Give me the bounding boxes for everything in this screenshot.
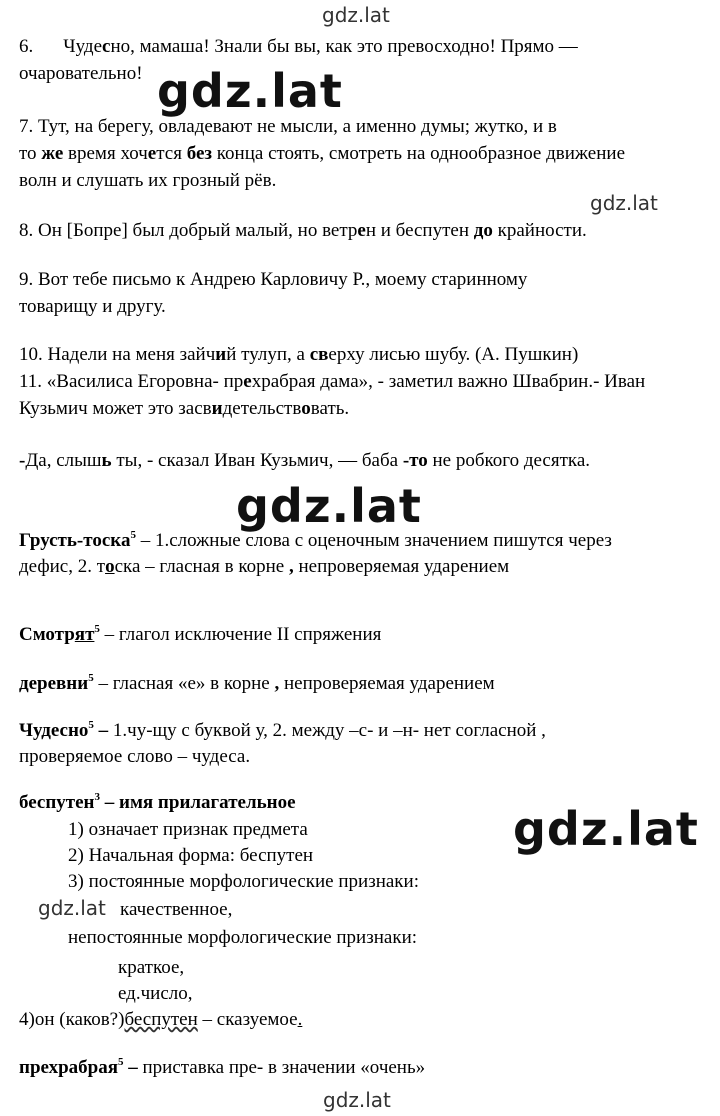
grust-l2c: ска – гласная в корне (114, 556, 289, 577)
sentence-11-line-1 (19, 371, 645, 393)
sentence-10 (19, 344, 578, 366)
s7-b: же (41, 143, 64, 164)
s12-a: - (19, 450, 26, 471)
besputen-term: беспутен (19, 792, 95, 813)
besputen-item-3a: качественное, (120, 899, 233, 920)
sentence-6-line-2: очаровательно! (19, 63, 143, 84)
s8-d: до (473, 220, 493, 241)
sentence-11-line-2 (19, 398, 349, 420)
besputen-i5b: беспутен (124, 1009, 198, 1030)
watermark-inline: gdz.lat (38, 896, 106, 920)
s11-l2e: вать. (310, 398, 350, 419)
sentence-6-bold-letter: с (102, 36, 111, 57)
analysis-prehrabraya (19, 1057, 425, 1079)
s11-l2d: о (301, 398, 311, 419)
s7-c: время хоч (63, 143, 148, 164)
s8-b: е (357, 220, 366, 241)
sentence-6-text-b: но, мамаша! Знали бы вы, как это превосходно! Прямо — (110, 36, 578, 57)
besputen-i5c: – сказуемое (197, 1009, 298, 1030)
s12-b: Да, слыш (25, 450, 102, 471)
prehrabraya-sup: 5 (117, 1056, 124, 1068)
chudesno-dash: – (93, 720, 109, 741)
besputen-item-4b: ед.число, (118, 983, 193, 1004)
s11-b: е (243, 371, 252, 392)
sentence-7-line-3: волн и слушать их грозный рёв. (19, 170, 277, 191)
analysis-derevni (19, 673, 495, 695)
s11-a: 11. «Василиса Егоровна- пр (19, 371, 244, 392)
watermark-large-2: gdz.lat (236, 479, 422, 533)
s11-l2b: и (211, 398, 223, 419)
sentence-6-text-a: Чуде (63, 36, 103, 57)
grust-l2e: непроверяемая ударением (293, 556, 510, 577)
grust-term: Грусть-тоска (19, 530, 131, 551)
s12-h: не робкого десятка. (427, 450, 591, 471)
s8-e: крайности. (492, 220, 587, 241)
analysis-chudesno-line-2: проверяемое слово – чудеса. (19, 746, 251, 767)
s7-g: конца стоять, смотреть на однообразное движение (212, 143, 626, 164)
analysis-chudesno-line-1 (19, 720, 546, 742)
watermark-large-3: gdz.lat (513, 802, 699, 856)
watermark-top: gdz.lat (322, 3, 390, 27)
analysis-grust-line-1 (19, 530, 612, 552)
grust-l1: – 1.сложные слова с оценочным значением пишутся через (135, 530, 612, 551)
besputen-item-4: непостоянные морфологические признаки: (68, 927, 418, 948)
s11-l2a: Кузьмич может это засв (19, 398, 212, 419)
sentence-6-line-1 (19, 36, 578, 58)
derevni-b: , (274, 673, 280, 694)
s7-a: то (19, 143, 42, 164)
analysis-grust-line-2 (19, 556, 509, 578)
s8-a: 8. Он [Бопре] был добрый малый, но ветр (19, 220, 358, 241)
s8-c: н и беспутен (365, 220, 474, 241)
s10-b: и (215, 344, 227, 365)
besputen-item-3: 3) постоянные морфологические признаки: (68, 871, 419, 892)
analysis-besputen-title (19, 792, 296, 814)
sentence-7-line-1: 7. Тут, на берегу, овладевают не мысли, а именно думы; жутко, и в (19, 116, 557, 137)
s12-c: ь (101, 450, 112, 471)
prehrabraya-rest: приставка пре- в значении «очень» (137, 1057, 426, 1078)
s7-f: без (186, 143, 213, 164)
besputen-item-2: 2) Начальная форма: беспутен (68, 845, 314, 866)
smotryat-term-b: ят (74, 624, 95, 645)
s12-e: ты (116, 450, 138, 471)
prehrabraya-dash: – (123, 1057, 138, 1078)
grust-l2d: , (288, 556, 294, 577)
derevni-sup: 5 (88, 672, 94, 684)
besputen-item-1: 1) означает признак предмета (68, 819, 308, 840)
sentence-9-line-2: товарищу и другу. (19, 296, 166, 317)
smotryat-sup: 5 (94, 623, 100, 635)
besputen-sup: 3 (94, 791, 101, 803)
sentence-9-line-1: 9. Вот тебе письмо к Андрею Карловичу Р., моему старинному (19, 269, 528, 290)
grust-l2b: о (105, 556, 115, 577)
grust-l2a: дефис, 2. т (19, 556, 106, 577)
smotryat-term-a: Смотр (19, 624, 75, 645)
watermark-bottom: gdz.lat (323, 1088, 391, 1112)
sentence-6-number: 6. (19, 36, 34, 57)
s7-e: тся (156, 143, 187, 164)
s12-f: , - сказал Иван Кузьмич, — баба (137, 450, 403, 471)
prehrabraya-term: прехрабрая (19, 1057, 118, 1078)
s10-e: ерху лисью шубу. (А. Пушкин) (328, 344, 579, 365)
watermark-large-1: gdz.lat (157, 64, 343, 118)
chudesno-term: Чудесно (19, 720, 89, 741)
s10-c: й тулуп, а (226, 344, 310, 365)
besputen-item-5 (19, 1009, 302, 1031)
besputen-i5d: . (297, 1009, 303, 1030)
grust-sup: 5 (130, 529, 136, 541)
derevni-c: непроверяемая ударением (279, 673, 495, 694)
s12-g: -то (402, 450, 428, 471)
s11-c: храбрая дама», - заметил важно Швабрин.- Иван (251, 371, 646, 392)
besputen-title: – имя прилагательное (100, 792, 296, 813)
sentence-7-line-2 (19, 143, 625, 165)
derevni-term: деревни (19, 673, 89, 694)
besputen-item-4a: краткое, (118, 957, 185, 978)
besputen-i5a: 4)он (каков?) (19, 1009, 125, 1030)
sentence-12 (19, 450, 590, 472)
derevni-a: – гласная «е» в корне (93, 673, 275, 694)
s10-d: св (309, 344, 329, 365)
s11-l2c: детельств (222, 398, 302, 419)
watermark-right: gdz.lat (590, 191, 658, 215)
s7-d: е (147, 143, 157, 164)
sentence-8 (19, 220, 587, 242)
analysis-smotryat (19, 624, 381, 646)
chudesno-sup: 5 (88, 719, 94, 731)
smotryat-rest: – глагол исключение II спряжения (99, 624, 382, 645)
chudesno-l1: 1.чу-щу с буквой у, 2. между –с- и –н- нет согласной , (108, 720, 546, 741)
s10-a: 10. Надели на меня зайч (19, 344, 216, 365)
